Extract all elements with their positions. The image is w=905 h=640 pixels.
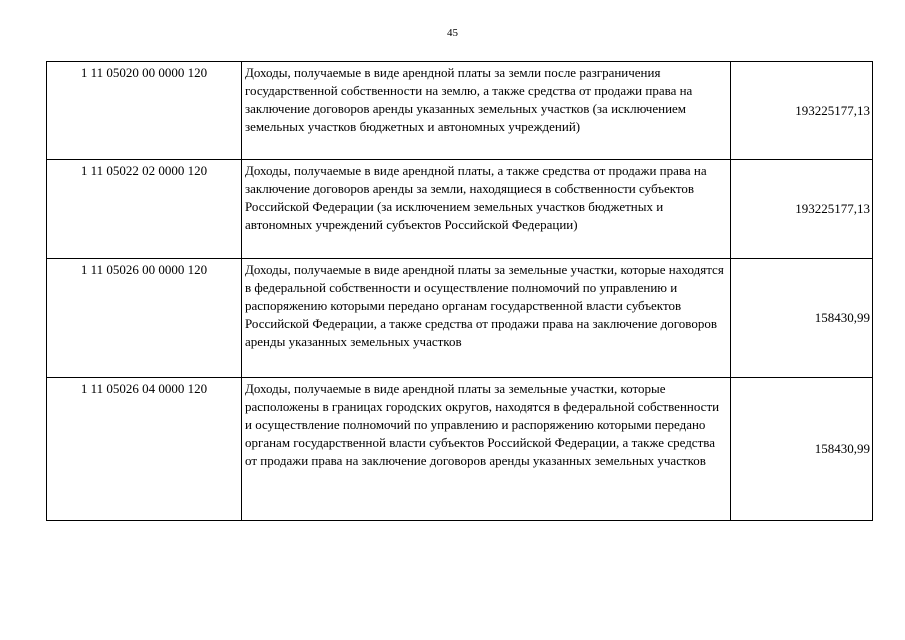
table-row (47, 62, 873, 160)
table-row (47, 160, 873, 259)
amount-cell: 158430,99 (731, 259, 873, 378)
description-cell: Доходы, получаемые в виде арендной платы за земельные участки, которые находятся в федеральной собственности и осуществление полномочий по управлению и распоряжению которыми передано органам государственной власти субъектов Российской Федерации, а также средства от продажи права на заключение договоров аренды указанных земельных участков (242, 259, 731, 378)
budget-code-cell: 1 11 05020 00 0000 120 (47, 62, 242, 160)
budget-code-cell: 1 11 05026 04 0000 120 (47, 378, 242, 521)
amount-cell: 158430,99 (731, 378, 873, 521)
budget-code-cell: 1 11 05022 02 0000 120 (47, 160, 242, 259)
amount-cell: 193225177,13 (731, 62, 873, 160)
revenue-table (46, 61, 873, 521)
table-row (47, 259, 873, 378)
table-row (47, 378, 873, 521)
description-cell: Доходы, получаемые в виде арендной платы за земли после разграничения государственной собственности на землю, а также средства от продажи права на заключение договоров аренды указанных земельных участков (за исключением земельных участков бюджетных и автономных учреждений) (242, 62, 731, 160)
page-number: 45 (447, 27, 458, 39)
description-cell: Доходы, получаемые в виде арендной платы, а также средства от продажи права на заключение договоров аренды за земли, находящиеся в собственности субъектов Российской Федерации (за исключением земельных участков бюджетных и автономных учреждений субъектов Российской Федерации) (242, 160, 731, 259)
description-cell: Доходы, получаемые в виде арендной платы за земельные участки, которые расположены в границах городских округов, находятся в федеральной собственности и осуществление полномочий по управлению и распоряжению которыми передано органам государственной власти субъектов Российской Федерации, а также средства от продажи права на заключение договоров аренды указанных земельных участков (242, 378, 731, 521)
budget-code-cell: 1 11 05026 00 0000 120 (47, 259, 242, 378)
amount-cell: 193225177,13 (731, 160, 873, 259)
